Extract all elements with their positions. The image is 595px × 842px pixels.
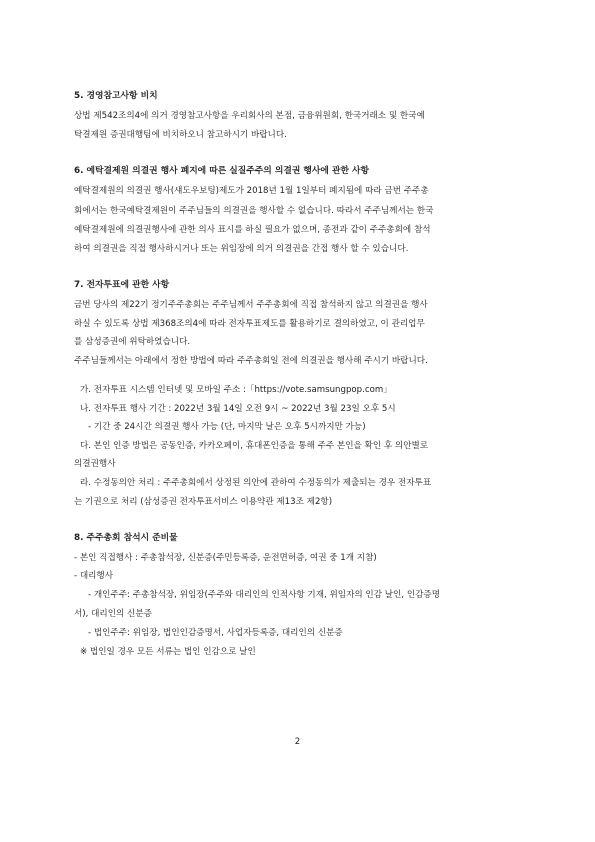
section-8-heading: 8. 주주총회 참석시 준비물 <box>74 533 178 543</box>
section-6-heading: 6. 예탁결제원 의결권 행사 폐지에 따른 실질주주의 의결권 행사에 관한 사항 <box>74 166 370 176</box>
prep-individual-2: 서), 대리인의 신분증 <box>74 609 152 619</box>
section-7-heading: 7. 전자투표에 관한 사항 <box>74 280 170 290</box>
evote-item-da-2: 의결권행사 <box>74 459 116 469</box>
prep-self: - 본인 직접행사 : 주총참석장, 신분증(주민등록증, 운전면허증, 여권 중 1개 지참) <box>74 553 377 563</box>
evote-item-ra-1: 라. 수정동의안 처리 : 주주총회에서 상정된 의안에 관하여 수정동의가 제출되는 경우 전자투표 <box>80 478 432 488</box>
page-number: 2 <box>294 737 301 747</box>
section-6-line-1: 예탁결제원의 의결권 행사(섀도우보팅)제도가 2018년 1월 1일부터 폐지됨에 따라 금번 주주총 <box>74 186 429 196</box>
evote-item-na: 나. 전자투표 행사 기간 : 2022년 3월 14일 오전 9시 ~ 2022년 3월 23일 오후 5시 <box>80 404 396 414</box>
section-5-heading: 5. 경영참고사항 비치 <box>74 91 158 101</box>
section-7-line-3: 를 삼성증권에 위탁하였습니다. <box>74 337 191 347</box>
section-6-line-4: 하여 의결권을 직접 행사하시거나 또는 위임장에 의거 의결권을 간접 행사 할 수 있습니다. <box>74 244 409 254</box>
section-7-line-1: 금번 당사의 제22기 정기주주총회는 주주님께서 주주총회에 직접 참석하지 않고 의결권을 행사 <box>74 300 428 310</box>
prep-proxy: - 대리행사 <box>74 571 114 581</box>
evote-item-ga: 가. 전자투표 시스템 인터넷 및 모바일 주소 :「https://vote.samsungpop.com」 <box>80 385 392 395</box>
prep-individual-1: - 개인주주: 주총참석장, 위임장(주주와 대리인의 인적사항 기재, 위임자의 인감 날인, 인감증명 <box>88 590 441 600</box>
evote-item-da-1: 다. 본인 인증 방법은 공동인증, 카카오페이, 휴대폰인증을 통해 주주 본인을 확인 후 의안별로 <box>80 441 429 451</box>
section-5-line-2: 탁결제원 증권대행팀에 비치하오니 참고하시기 바랍니다. <box>74 130 287 140</box>
evote-item-ra-2: 는 기권으로 처리 (삼성증권 전자투표서비스 이용약관 제13조 제2항) <box>74 497 333 507</box>
section-7-line-4: 주주님들께서는 아래에서 정한 방법에 따라 주주총회일 전에 의결권을 행사해 주시기 바랍니다. <box>74 356 428 366</box>
section-6-line-3: 예탁결제원에 의결권행사에 관한 의사 표시를 하실 필요가 없으며, 종전과 같이 주주총회에 참석 <box>74 225 431 235</box>
prep-note: ※ 법인일 경우 모든 서류는 법인 인감으로 날인 <box>80 647 256 657</box>
prep-corporate: - 법인주주: 위임장, 법인인감증명서, 사업자등록증, 대리인의 신분증 <box>88 628 343 638</box>
section-5-line-1: 상법 제542조의4에 의거 경영참고사항을 우리회사의 본점, 금융위원회, 한국거래소 및 한국예 <box>74 111 425 121</box>
section-6-line-2: 회에서는 한국예탁결제원이 주주님들의 의결권을 행사할 수 없습니다. 따라서 주주님께서는 한국 <box>74 206 434 216</box>
section-7-line-2: 하실 수 있도록 상법 제368조의4에 따라 전자투표제도를 활용하기로 결의하였고, 이 관리업무 <box>74 319 425 329</box>
evote-item-na-sub: - 기간 중 24시간 의결권 행사 가능 (단, 마지막 날은 오후 5시까지만 가능) <box>88 422 366 432</box>
